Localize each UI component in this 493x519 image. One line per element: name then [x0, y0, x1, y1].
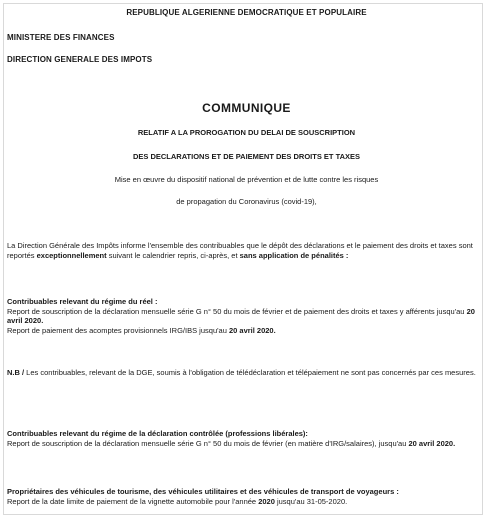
context-line-1: Mise en œuvre du dispositif national de prévention et de lutte contre les risques	[114, 175, 379, 184]
section-real-heading: Contribuables relevant du régime du réel :	[7, 297, 158, 306]
note-label: N.B /	[7, 368, 25, 377]
intro-text-2: suivant le calendrier repris, ci-après, et	[106, 250, 240, 260]
section-real-item-2	[7, 326, 475, 336]
item-2-date: 20 avril 2020.	[228, 325, 276, 335]
section-controlled-regime	[7, 429, 473, 448]
note-text: Les contribuables, relevant de la DGE, soumis à l'obligation de télédéclaration et télépaiement ne sont pas concernés par ces mesures.	[24, 368, 476, 377]
intro-text-1: La Direction Générale des Impôts informe l'ensemble des contribuables que le dépôt des déclarations et le paiement des droits et taxes sont reportés	[7, 241, 473, 260]
section-real-regime	[7, 297, 475, 335]
section-controlled-item	[7, 439, 473, 449]
context-line-2: de propagation du Coronavirus (covid-19),	[176, 197, 317, 206]
controlled-item-text: Report de souscription de la déclaration mensuelle série G n° 50 du mois de février (en matière d'IRG/salaires), jusqu'au	[7, 438, 409, 448]
direction-header: DIRECTION GENERALE DES IMPOTS	[7, 55, 153, 64]
intro-emphasis-2: sans application de pénalités :	[239, 250, 349, 260]
dge-note	[7, 368, 477, 378]
section-controlled-heading: Contribuables relevant du régime de la déclaration contrôlée (professions libérales):	[7, 429, 308, 438]
vehicle-item-text-1: Report de la date limite de paiement de la vignette automobile pour l'année	[7, 496, 259, 506]
item-1-date: 20 avril 2020.	[7, 306, 475, 325]
subtitle-line-1: RELATIF A LA PROROGATION DU DELAI DE SOUSCRIPTION	[137, 128, 356, 137]
subtitle-line-2: DES DECLARATIONS ET DE PAIEMENT DES DROITS ET TAXES	[132, 152, 361, 161]
republic-header: REPUBLIQUE ALGERIENNE DEMOCRATIQUE ET POPULAIRE	[126, 8, 367, 17]
controlled-item-date: 20 avril 2020.	[408, 438, 456, 448]
ministry-header: MINISTERE DES FINANCES	[7, 33, 115, 42]
intro-paragraph	[7, 241, 473, 260]
section-vehicle-item	[7, 497, 477, 507]
item-1-text: Report de souscription de la déclaration mensuelle série G n° 50 du mois de février et de paiement des droits et taxes y afférents jusqu'au	[7, 306, 467, 316]
item-2-text: Report de paiement des acomptes provisionnels IRG/IBS jusqu'au	[7, 325, 229, 335]
section-vehicle-owners	[7, 487, 477, 506]
intro-emphasis-1: exceptionnellement	[36, 250, 107, 260]
page-title: COMMUNIQUE	[202, 101, 291, 115]
vehicle-item-text-2: jusqu'au 31-05-2020.	[274, 496, 348, 506]
section-real-item-1	[7, 307, 475, 326]
section-vehicle-heading: Propriétaires des véhicules de tourisme, des véhicules utilitaires et des véhicules de transport de voyageurs :	[7, 487, 399, 496]
vehicle-item-year: 2020	[258, 496, 275, 506]
